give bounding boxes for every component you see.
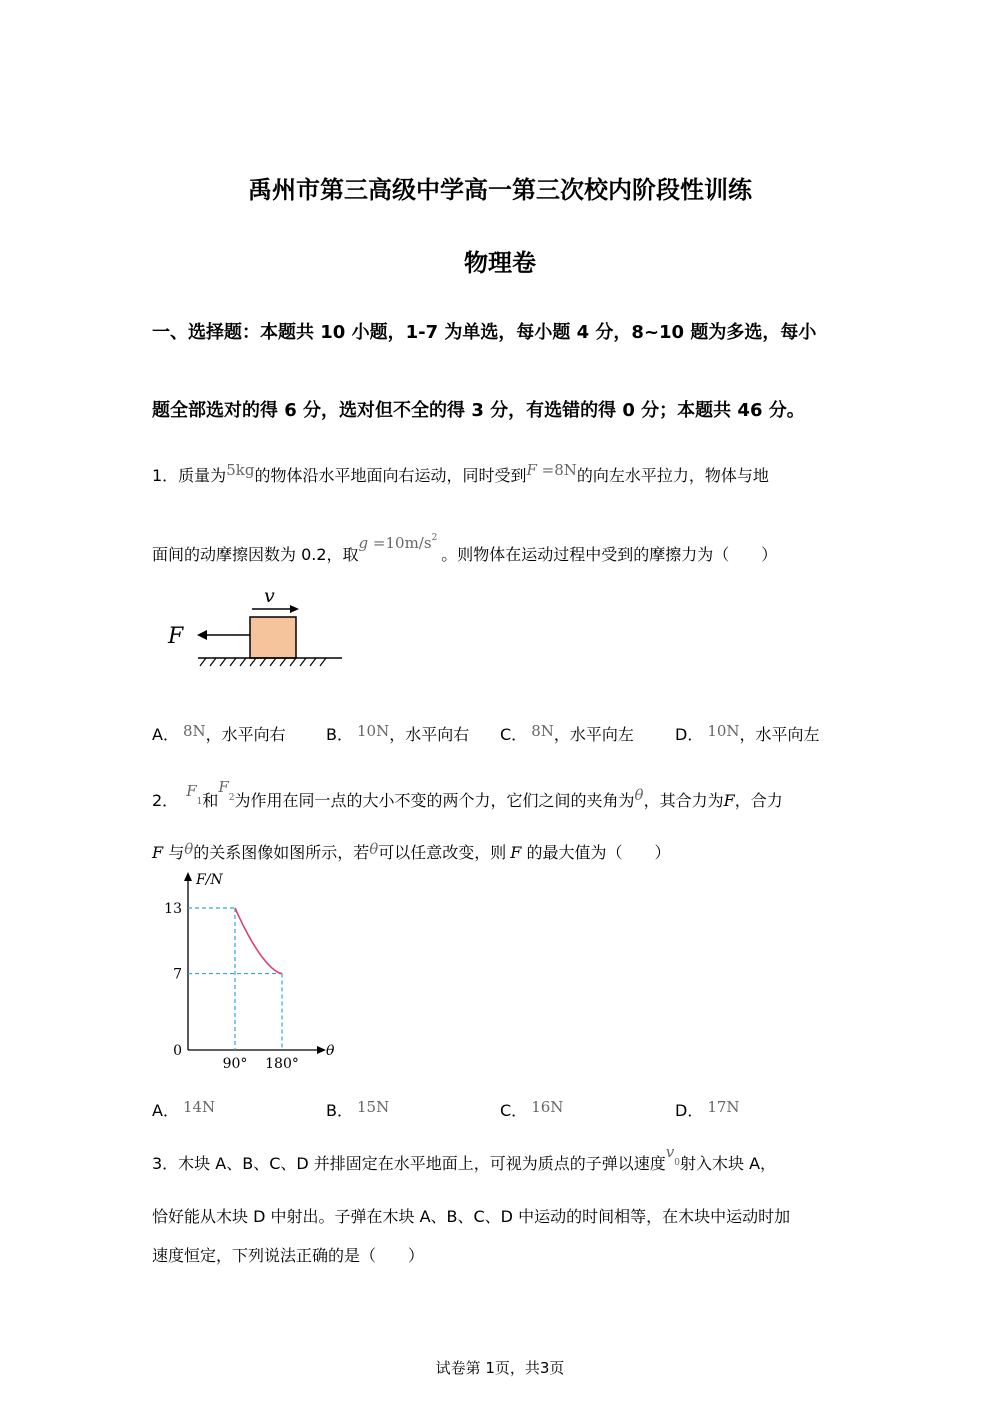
paper-subtitle: 物理卷: [464, 249, 536, 277]
q2-force-angle-chart: [160, 868, 350, 1078]
q1-g-var: g: [358, 534, 369, 552]
section-heading-line2: 题全部选对的得 6 分，选对但不全的得 3 分，有选错的得 0 分；本题共 46 分。: [152, 400, 805, 421]
q2-option-a[interactable]: A． 14N: [152, 1098, 216, 1120]
force-arrowhead: [197, 630, 207, 640]
q1-line2: 面间的动摩擦因数为 0.2，取$g =10m/s^2$。则物体在运动过程中受到的摩擦力为（ ）: [152, 532, 778, 564]
y-axis-arrow: [184, 872, 192, 881]
q2-line2: F 与θ的关系图像如图所示，若θ可以任意改变，则 F 的最大值为（ ）: [152, 840, 671, 862]
q1-block-figure: [160, 585, 350, 675]
q1-option-b[interactable]: B． 10N，水平向右: [326, 722, 470, 744]
paper-title: 禹州市第三高级中学高一第三次校内阶段性训练: [248, 176, 752, 204]
q3-line3: 速度恒定，下列说法正确的是（ ）: [152, 1246, 425, 1265]
q2-option-c[interactable]: C． 16N: [500, 1098, 564, 1120]
y-tick-label: 13: [164, 901, 182, 917]
y-axis-label: F/N: [196, 872, 223, 888]
q1-option-a[interactable]: A． 8N，水平向右: [152, 722, 286, 744]
velocity-label: v: [264, 585, 275, 607]
block: [250, 617, 296, 658]
q1-option-d[interactable]: D． 10N，水平向左: [675, 722, 820, 744]
q1-mass: 5kg: [226, 461, 255, 479]
section-heading-line1: 一、选择题：本题共 10 小题，1-7 为单选，每小题 4 分，8~10 题为多选，每小: [152, 322, 817, 343]
force-curve: [235, 908, 282, 974]
q2-option-d[interactable]: D． 17N: [675, 1098, 740, 1120]
q1-line1: 1．质量为5kg的物体沿水平地面向右运动，同时受到F =8N的向左水平拉力，物体与地: [152, 461, 769, 485]
q3-line1: 3．木块 A、B、C、D 并排固定在水平地面上，可视为质点的子弹以速度$v_0$射入木块 A，: [152, 1143, 777, 1173]
y-tick-label: 0: [173, 1043, 182, 1059]
q1-option-c[interactable]: C． 8N，水平向左: [500, 722, 634, 744]
chart-layer: [164, 872, 335, 1072]
velocity-arrowhead: [290, 605, 299, 613]
q2-line1: 2． $F_1$和$F_2$为作用在同一点的大小不变的两个力，它们之间的夹角为θ，其合力为F，合力: [152, 778, 783, 810]
ground-hatching: [200, 658, 326, 666]
force-label: F: [168, 624, 184, 649]
q2-option-b[interactable]: B． 15N: [326, 1098, 390, 1120]
page-footer: 试卷第 1页，共3页: [435, 1359, 565, 1377]
q1-force-var: F: [526, 461, 537, 479]
y-tick-label: 7: [173, 966, 182, 983]
x-tick-label: 90°: [222, 1056, 248, 1072]
q3-line2: 恰好能从木块 D 中射出。子弹在木块 A、B、C、D 中运动的时间相等，在木块中运动时加: [152, 1207, 791, 1226]
x-tick-label: 180°: [265, 1056, 299, 1072]
x-axis-label: θ: [326, 1043, 335, 1059]
x-axis-arrow: [317, 1046, 326, 1054]
